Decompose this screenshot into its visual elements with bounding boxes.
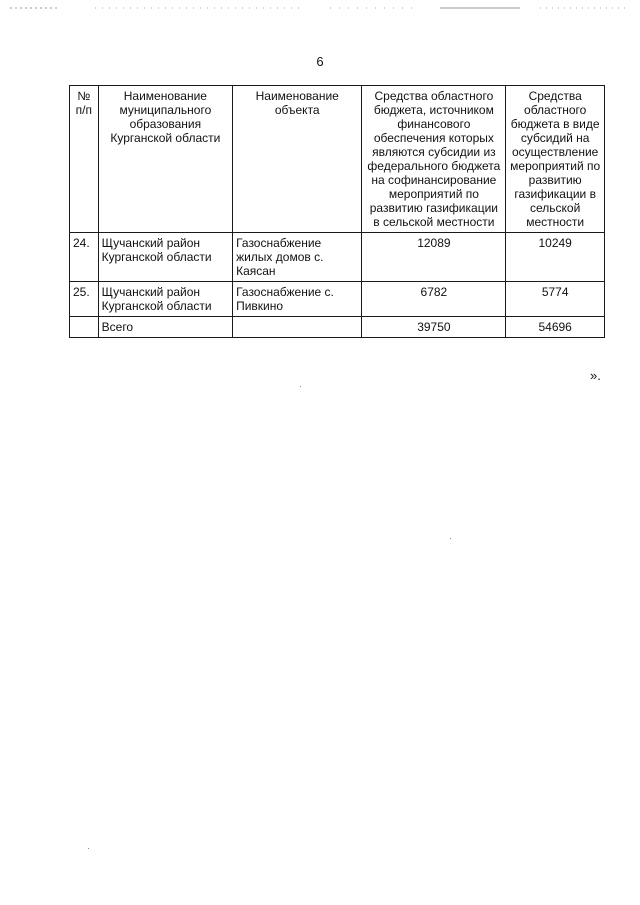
total-row [70, 317, 605, 338]
total-regional-funds: 54696 [506, 317, 605, 338]
total-num [70, 317, 99, 338]
closing-quote: ». [590, 368, 601, 383]
row-municipality: Щучанский район Курганской области [98, 282, 232, 317]
subsidy-table [69, 85, 605, 338]
header-federal-funds: Средства областного бюджета, источником финансового обеспечения которых являются субсидии из федерального бюджета на софинансирование мероприятий по развитию газификации в сельской местности [362, 86, 506, 233]
scan-speck [300, 386, 301, 387]
row-federal-funds: 12089 [362, 233, 506, 282]
total-label: Всего [98, 317, 232, 338]
table-row [70, 282, 605, 317]
total-object [233, 317, 362, 338]
header-regional-funds: Средства областного бюджета в виде субсидий на осуществление мероприятий по развитию газификации в сельской местности [506, 86, 605, 233]
row-municipality: Щучанский район Курганской области [98, 233, 232, 282]
page-number: 6 [316, 54, 324, 69]
row-federal-funds: 6782 [362, 282, 506, 317]
scan-artifact-line [0, 6, 640, 10]
scan-speck [450, 538, 451, 539]
scan-speck [88, 848, 89, 849]
row-regional-funds: 5774 [506, 282, 605, 317]
row-regional-funds: 10249 [506, 233, 605, 282]
total-federal-funds: 39750 [362, 317, 506, 338]
table-header-row [70, 86, 605, 233]
header-num: № п/п [70, 86, 99, 233]
row-num: 24. [70, 233, 99, 282]
row-object: Газоснабжение жилых домов с. Каясан [233, 233, 362, 282]
table-row [70, 233, 605, 282]
header-municipality: Наименование муниципального образования Курганской области [98, 86, 232, 233]
header-object: Наименование объекта [233, 86, 362, 233]
row-num: 25. [70, 282, 99, 317]
row-object: Газоснабжение с. Пивкино [233, 282, 362, 317]
